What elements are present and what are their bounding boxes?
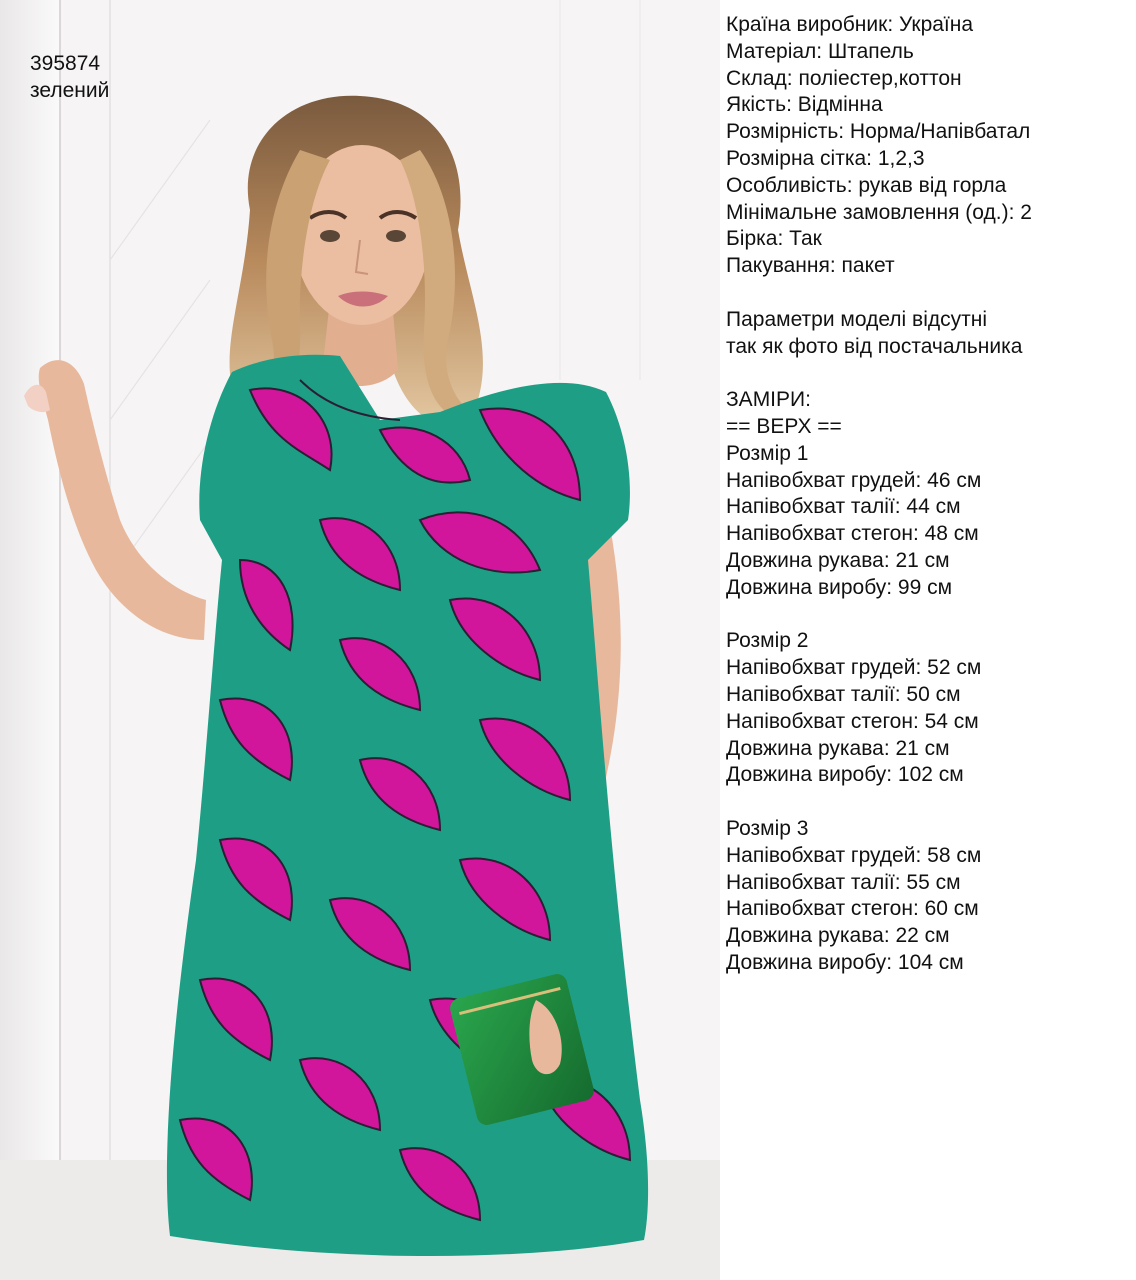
spec-composition: Склад: поліестер,коттон	[726, 66, 962, 90]
spec-feature: Особливість: рукав від горла	[726, 173, 1007, 197]
product-specs	[726, 12, 1130, 977]
size-block-3	[726, 816, 1130, 977]
size-sleeve: Довжина рукава: 21 см	[726, 736, 950, 760]
size-sleeve: Довжина рукава: 21 см	[726, 548, 950, 572]
size-sleeve: Довжина рукава: 22 см	[726, 924, 950, 948]
size-waist: Напівобхват талії: 55 см	[726, 870, 961, 894]
model-note-line-2: так як фото від постачальника	[726, 334, 1023, 358]
product-color: зелений	[30, 79, 110, 102]
size-hips: Напівобхват стегон: 54 см	[726, 709, 979, 733]
spec-material: Матеріал: Штапель	[726, 39, 914, 63]
measurements-section: == ВЕРХ ==	[726, 414, 842, 438]
spec-tag: Бірка: Так	[726, 227, 822, 251]
size-block-2	[726, 628, 1130, 789]
size-block-1	[726, 441, 1130, 602]
model-note-line-1: Параметри моделі відсутні	[726, 307, 988, 331]
size-hips: Напівобхват стегон: 60 см	[726, 897, 979, 921]
size-bust: Напівобхват грудей: 52 см	[726, 656, 982, 680]
size-label: Розмір 1	[726, 441, 809, 465]
size-bust: Напівобхват грудей: 58 см	[726, 843, 982, 867]
spec-sizing: Розмірність: Норма/Напівбатал	[726, 120, 1031, 144]
size-label: Розмір 2	[726, 629, 809, 653]
spec-min-order: Мінімальне замовлення (од.): 2	[726, 200, 1032, 224]
spacer	[726, 280, 1130, 307]
size-length: Довжина виробу: 102 см	[726, 763, 964, 787]
size-length: Довжина виробу: 104 см	[726, 950, 964, 974]
size-bust: Напівобхват грудей: 46 см	[726, 468, 982, 492]
spec-size-grid: Розмірна сітка: 1,2,3	[726, 146, 925, 170]
spec-packaging: Пакування: пакет	[726, 254, 895, 278]
article-number: 395874	[30, 52, 101, 75]
size-waist: Напівобхват талії: 50 см	[726, 682, 961, 706]
measurements-title: ЗАМІРИ:	[726, 388, 811, 412]
size-label: Розмір 3	[726, 816, 809, 840]
spacer	[726, 360, 1130, 387]
product-caption	[30, 50, 109, 104]
spec-quality: Якість: Відмінна	[726, 93, 883, 117]
size-waist: Напівобхват талії: 44 см	[726, 495, 961, 519]
size-hips: Напівобхват стегон: 48 см	[726, 522, 979, 546]
spacer	[726, 602, 1130, 629]
size-length: Довжина виробу: 99 см	[726, 575, 953, 599]
spacer	[726, 789, 1130, 816]
spec-country: Країна виробник: Україна	[726, 13, 974, 36]
